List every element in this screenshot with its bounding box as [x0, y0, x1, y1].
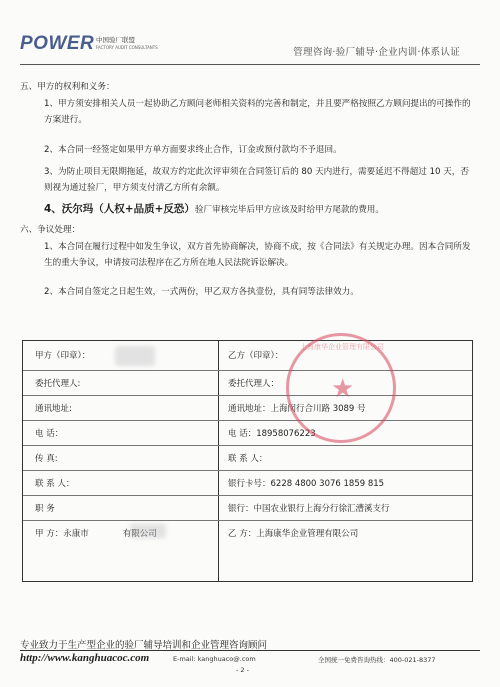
clause-5-4 — [44, 201, 476, 218]
footer-website: http://www.kanghuacoc.com — [20, 652, 150, 664]
party-a-name-head: 甲 方：永康市 — [35, 529, 89, 539]
party-b-address: 通讯地址：上海闵行合川路 3089 号 — [228, 404, 366, 414]
party-a-agent-label: 委托代理人: — [35, 379, 81, 389]
clause-5-4-text: 验厂审核完毕后甲方应该及时给甲方尾款的费用。 — [194, 205, 384, 215]
clause-5-3: 3、为防止项目无限期拖延，故双方约定此次评审须在合同签订后的 80 天内进行，需要延迟不得超过 10 天，否则视为通过验厂，甲方须支付清乙方所有余额。 — [44, 167, 469, 193]
table-row-divider — [23, 445, 472, 446]
logo-chinese-text: 中国验厂联盟 — [96, 36, 135, 44]
logo-wordmark: POWER — [20, 33, 95, 54]
footer-email: E-mail: kanghuaco@.com — [173, 655, 256, 663]
clause-6-2: 2、本合同自签定之日起生效，一式两份，甲乙双方各执壹份，具有同等法律效力。 — [44, 287, 359, 297]
star-icon: ★ — [331, 374, 355, 404]
party-a-seal-label: 甲方（印章）： — [35, 351, 91, 361]
party-a-position-label: 职 务 — [35, 504, 55, 514]
table-row-divider — [23, 395, 472, 396]
header-tagline: 管理咨询·验厂辅导·企业内训·体系认证 — [293, 47, 460, 58]
table-row-divider — [23, 470, 472, 471]
redaction-mark — [130, 524, 166, 538]
table-column-divider — [218, 341, 219, 581]
company-seal — [286, 333, 396, 443]
party-a-fax-label: 传 真: — [35, 454, 58, 464]
party-b-bank-card: 银行卡号：6228 4800 3076 1859 815 — [228, 479, 385, 489]
section-five-title: 五、甲方的权利和义务： — [20, 82, 115, 92]
header-divider — [20, 64, 480, 65]
party-b-bank: 银行：中国农业银行上海分行徐汇漕溪支行 — [228, 504, 390, 514]
party-a-phone-label: 电 话： — [35, 429, 64, 439]
clause-6-1: 1、本合同在履行过程中如发生争议，双方首先协商解决，协商不成，按《合同法》有关规定办理。因本合同所发生的重大争议，申请按司法程序在乙方所在地人民法院诉讼解决。 — [44, 242, 471, 268]
footer-hotline: 全国统一免费咨询热线：400-021-8377 — [318, 656, 436, 664]
party-a-address-label: 通讯地址: — [35, 404, 72, 414]
table-row-divider — [23, 520, 472, 521]
footer-divider — [20, 650, 480, 651]
footer-slogan: 专业致力于生产型企业的验厂辅导培训和企业管理咨询顾问 — [20, 640, 268, 651]
party-b-phone: 电 话：18958076223 — [228, 429, 316, 439]
logo-english-text: FACTORY AUDIT CONSULTANTS — [96, 45, 158, 50]
party-b-name: 乙 方：上海康华企业管理有限公司 — [228, 529, 359, 539]
section-six-title: 六、争议处理： — [20, 225, 81, 235]
clause-5-2: 2、本合同一经签定如果甲方单方面要求终止合作，订金或预付款均不予退回。 — [44, 145, 342, 155]
party-a-name-tail: 有限公司 — [122, 529, 157, 539]
table-row-divider — [23, 370, 472, 371]
signature-table — [22, 340, 473, 582]
seal-text: 上海康华企业管理有限公司 — [300, 343, 384, 351]
party-b-contact-label: 联 系 人： — [228, 454, 268, 464]
party-b-agent-label: 委托代理人： — [228, 379, 280, 389]
table-row-divider — [23, 495, 472, 496]
party-a-contact-label: 联 系 人： — [35, 479, 75, 489]
page-number: - 2 - — [236, 666, 249, 674]
clause-5-4-bold: 4、沃尔玛（人权+品质+反恐） — [44, 203, 195, 215]
table-row-divider — [23, 420, 472, 421]
party-b-seal-label: 乙方（印章）： — [228, 351, 284, 361]
redaction-mark — [115, 346, 155, 366]
clause-5-1: 1、甲方须安排相关人员一起协助乙方顾问老师相关资料的完善和制定，并且要严格按照乙方顾问提出的可操作的方案进行。 — [44, 99, 471, 125]
